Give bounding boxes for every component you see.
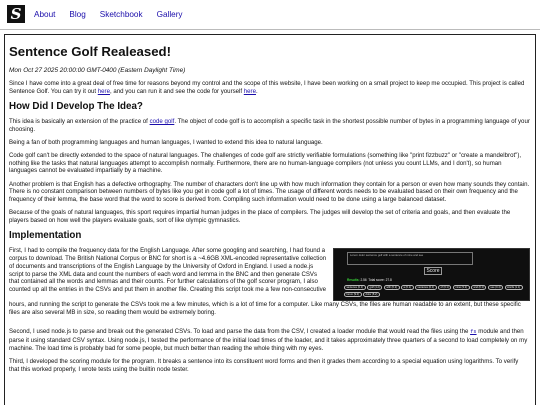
impl-text-2: module and then parse it using standard CSV syntax. Using node.js, I tested the performance of the initial load times of the loader, and it takes approximately three quarters of a second to load completely on my machine. The load time is probably bad for some people, but much better than reading the whole thing with my eyes. xyxy=(9,328,528,352)
nav-link-sketchbook[interactable]: Sketchbook xyxy=(99,10,143,19)
implementation-paragraph-1: First, I had to compile the frequency data for the English Language. After some googling and searching, I had found a corpus to download. The British National Corpus or BNC for short is a ~4.6GB XML-encoded representative collection of documents and transcriptions of the English Language by the University of Oxford in England. I used a node.js script to parse the XML data and count the numbers of each word and lemma in the BNC and then generate CSVs that contained all the words and lemmas and their counts. For further calculations of the golf scorer program, I also counted up all the entries in the CSVs and put them in another file. Creating this script took me a few non-consecutive xyxy=(9,247,327,294)
section-heading-idea: How Did I Develop The Idea? xyxy=(9,100,143,112)
screenshot-total-score: Total score: 27.8 xyxy=(368,278,392,283)
intro-text-1: Since I have come into a great deal of free time for reasons beyond my control and the scope of this website, I have been working on a small project to keep me occupied. This project is called Sentence Golf. You can try it out xyxy=(9,80,525,95)
top-navigation-bar xyxy=(0,0,540,30)
article-frame xyxy=(4,34,536,405)
sentence-golf-screenshot xyxy=(333,248,530,301)
implementation-paragraph-1-continued: hours, and running the script to generate the CSVs took me a few minutes, which is a lot of time for a computer. Like many CSVs, the files are human readable to an extent, but these specific files are also several MB in size, so reading them would be extremely boring. xyxy=(9,301,521,316)
implementation-paragraph-2 xyxy=(9,328,530,352)
impl-text-1: Second, I used node.js to parse and break out the generated CSVs. To load and parse the data from the CSV, I created a loader module that would read the files using the xyxy=(9,328,471,336)
word-chip: of (0.1) xyxy=(438,285,451,290)
post-title: Sentence Golf Realeased! xyxy=(9,44,171,59)
word-chip: mine (3.2) xyxy=(453,285,470,290)
screenshot-sentence-input xyxy=(347,252,473,265)
word-chip: sentence (0.1) xyxy=(415,285,437,290)
screenshot-score-button: Score xyxy=(424,267,442,275)
word-chip: see (0.4) xyxy=(488,285,503,290)
code-golf-link[interactable]: code golf xyxy=(149,117,175,125)
try-it-link[interactable]: here xyxy=(97,87,110,95)
nav-link-gallery[interactable]: Gallery xyxy=(156,10,183,19)
word-chip: and (0.1) xyxy=(471,285,486,290)
source-code-link[interactable]: here xyxy=(243,87,256,95)
fs-module-code[interactable]: fs xyxy=(470,329,477,336)
word-chip: sentence (0.1) xyxy=(344,285,366,290)
section-heading-implementation: Implementation xyxy=(9,230,82,242)
screenshot-results xyxy=(347,278,392,282)
word-chip: words (1.1) xyxy=(505,285,523,290)
screenshot-sentence-text: Lorem dolor sentence golf with a sentence of mine and see xyxy=(350,253,424,258)
idea-paragraph-5: Because of the goals of natural languages, this sport requires impartial human judges in the place of compilers. The judges will develop the set of criteria and goals, and then evaluate the players based on how well the players evaluate goals, sort of like olympic gymnastics. xyxy=(9,209,511,225)
intro-text-2: , and you can run it and see the code for yourself xyxy=(109,87,244,95)
idea-paragraph-3: Code golf can't be directly extended to the space of natural languages. The challenges of code golf are strictly verifiable formulations (something like "print fizzbuzz" or "create a mandelbrot"), nothing like the tasks that natural languages attempt to accomplish normally. Furthermore, there are no human-language compilers (not unless you count LLMs, and I don't), so human languages cannot be evaluated impartially by a machine. xyxy=(9,151,522,175)
word-chip: a (0.1) xyxy=(401,285,414,290)
site-logo[interactable]: S xyxy=(7,5,25,23)
main-nav xyxy=(34,9,183,20)
word-chip: lorem (9.0) xyxy=(344,292,362,297)
idea-paragraph-2: Being a fan of both programming languages and human languages, I wanted to extend this idea to natural language. xyxy=(9,138,323,146)
nav-link-blog[interactable]: Blog xyxy=(69,10,86,19)
nav-link-about[interactable]: About xyxy=(34,10,56,19)
idea-paragraph-4: Another problem is that English has a defective orthography. The number of characters don't line up with how much information they contain for a person or even how many sounds they contain. There is no constant comparison between numbers of bytes like you get in code golf a lot of times. The usage of different words needs to be evaluated based on their own frequency and the frequency of their lemma, the base word that the word to score is derived from. Compiling such information would need to be done using a large balanced dataset. xyxy=(9,180,530,204)
word-chip: dolor (8.2) xyxy=(363,292,380,297)
idea-text-1: This idea is basically an extension of the practice of xyxy=(9,117,150,125)
word-chip: with (0.2) xyxy=(384,285,400,290)
screenshot-results-value: 2.56 xyxy=(360,278,367,283)
post-date: Mon Oct 27 2025 20:00:00 GMT-0400 (Eastern Daylight Time) xyxy=(9,67,186,74)
implementation-paragraph-3: Third, I developed the scoring module for the program. It breaks a sentence into its constituent word forms and then it grades them according to a special equation using logarithms. To verify that this worked properly, I wrote tests using the builtin node tester. xyxy=(9,357,519,373)
word-chip: golf (4.2) xyxy=(367,285,382,290)
implementation-intro xyxy=(9,247,530,323)
idea-text-2: . The object of code golf is to accomplish a specific task in the shortest possible number of bytes in a programming language of your choosing. xyxy=(9,117,530,133)
screenshot-results-label: Results: xyxy=(347,278,360,283)
intro-paragraph xyxy=(9,80,530,96)
screenshot-word-chips xyxy=(344,285,528,297)
intro-text-3: . xyxy=(255,87,258,95)
blog-post xyxy=(9,44,530,379)
idea-paragraph-1 xyxy=(9,118,530,134)
